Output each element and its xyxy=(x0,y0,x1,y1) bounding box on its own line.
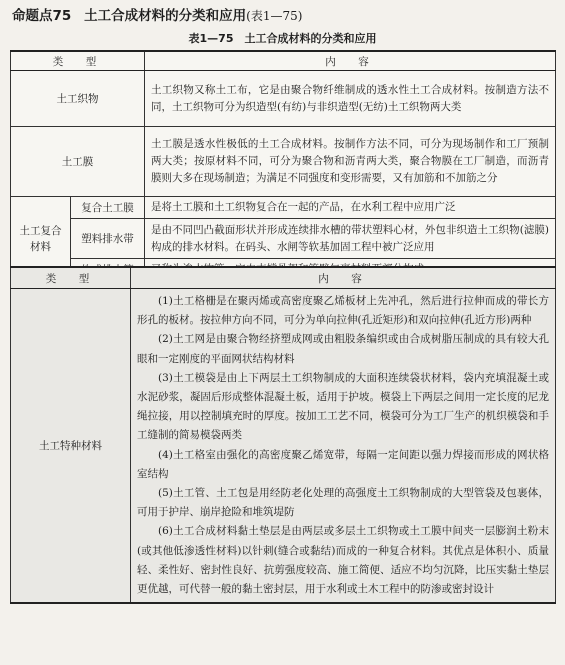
table-row xyxy=(11,71,556,127)
classification-table xyxy=(10,50,556,282)
table-row xyxy=(11,197,556,219)
header-type: 类 型 xyxy=(11,267,131,289)
header-type: 类 型 xyxy=(11,51,145,71)
row-type: 土工织物 xyxy=(11,71,145,127)
subtype-name: 复合土工膜 xyxy=(71,197,145,219)
table-header-row xyxy=(11,267,556,289)
section-heading xyxy=(12,6,302,26)
row-content xyxy=(131,289,556,604)
row-content: 土工织物又称土工布，它是由聚合物纤维制成的透水性土工合成材料。按制造方法不同，土工织物可分为织造型(有纺)与非织造型(无纺)土工织物两大类 xyxy=(145,71,556,127)
table-caption: 表1—75 土工合成材料的分类和应用 xyxy=(188,32,377,45)
group-type: 土工复合材料 xyxy=(11,197,71,282)
row-type: 土工特种材料 xyxy=(11,289,131,604)
special-materials-table xyxy=(10,266,556,604)
section-number: 命题点75 xyxy=(12,8,72,24)
header-content: 内 容 xyxy=(145,51,556,71)
table-row xyxy=(11,289,556,604)
table-reference: (表1—75) xyxy=(246,9,303,23)
row-content: 是将土工膜和土工织物复合在一起的产品，在水利工程中应用广泛 xyxy=(145,197,556,219)
paragraph: (1)土工格栅是在聚丙烯或高密度聚乙烯板材上先冲孔，然后进行拉伸而成的带长方形孔的板材。按拉伸方向不同，可分为单向拉伸(孔近矩形)和双向拉伸(孔近方形)两种 xyxy=(137,295,549,327)
header-content: 内 容 xyxy=(131,267,556,289)
paragraph: (5)土工管、土工包是用经防老化处理的高强度土工织物制成的大型管袋及包裹体，可用于护岸、崩岸抢险和堆筑堤防 xyxy=(137,487,549,519)
table-row xyxy=(11,219,556,259)
row-content: 是由不同凹凸截面形状并形成连续排水槽的带状塑料心材，外包非织造土工织物(滤膜)构成的排水材料。在码头、水闸等软基加固工程中被广泛应用 xyxy=(145,219,556,259)
section-title: 土工合成材料的分类和应用 xyxy=(84,8,247,24)
paragraph: (6)土工合成材料黏土垫层是由两层或多层土工织物或土工膜中间夹一层膨润土粉末(或其他低渗透性材料)以针刺(缝合或黏结)而成的一种复合材料。其优点是体积小、质量轻、柔性好、密封性良好、抗剪强度较高、施工简便、适应不均匀沉降，比压实黏土垫层更优越，可代替一般的黏土密封层，用于水利或土木工程中的防渗或密封设计 xyxy=(137,525,549,596)
table-row xyxy=(11,127,556,197)
paragraph: (2)土工网是由聚合物经挤塑成网或由粗股条编织或由合成树脂压制成的具有较大孔眼和一定刚度的平面网状结构材料 xyxy=(137,333,549,365)
row-content: 土工膜是透水性极低的土工合成材料。按制作方法不同，可分为现场制作和工厂预制两大类；按原材料不同，可分为聚合物和沥青两大类，聚合物膜在工厂制造，而沥青膜则大多在现场制造；为满足不同强度和变形需要，又有加筋和不加筋之分 xyxy=(145,127,556,197)
subtype-name: 塑料排水带 xyxy=(71,219,145,259)
paragraph: (4)土工格室由强化的高密度聚乙烯宽带，每隔一定间距以强力焊接而形成的网状格室结构 xyxy=(137,448,549,480)
row-type: 土工膜 xyxy=(11,127,145,197)
table-header-row xyxy=(11,51,556,71)
paragraph: (3)土工模袋是由上下两层土工织物制成的大面积连续袋状材料，袋内充填混凝土或水泥砂浆，凝固后形成整体混凝土板，适用于护坡。模袋上下两层之间用一定长度的尼龙绳拉接，用以控制填充时的厚度。按加工工艺不同，模袋可分为工厂生产的机织模袋和手工缝制的简易模袋两类 xyxy=(137,371,549,442)
